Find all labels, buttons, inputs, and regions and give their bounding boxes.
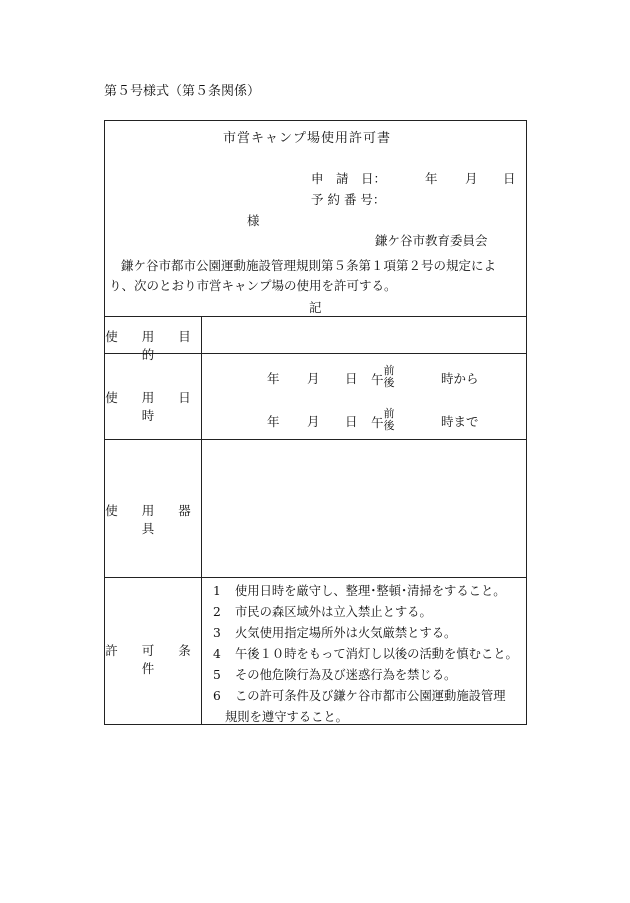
condition-text: その他危険行為及び迷惑行為を禁じる。 [235, 668, 457, 682]
column-divider [201, 316, 202, 724]
issuer: 鎌ケ谷市教育委員会 [375, 233, 488, 248]
form-id: 第５号様式（第５条関係） [104, 84, 261, 99]
start-ampm [371, 364, 395, 392]
datetime-label: 使 用 日 時 [105, 390, 201, 423]
am-option: 前 [383, 364, 395, 377]
application-day: 日 [503, 171, 516, 186]
condition-text: 午後１０時をもって消灯し以後の活動を慎むこと。 [235, 647, 518, 661]
am-pm-prefix: 午 [371, 372, 384, 388]
form-title: 市営キャンプ場使用許可書 [223, 131, 392, 146]
application-date-label: 申 請 日： [311, 171, 387, 186]
pm-option: 後 [383, 418, 395, 432]
condition-number: 1 [213, 584, 221, 598]
condition-item [213, 581, 506, 599]
reservation-number-label: 予 約 番 号： [311, 192, 386, 207]
condition-item [213, 623, 456, 641]
start-day: 日 [345, 371, 358, 386]
ki-label: 記 [309, 300, 322, 315]
body-text-line2: り、次のとおり市営キャンプ場の使用を許可する。 [109, 278, 397, 293]
am-pm-choice [384, 408, 395, 431]
condition-text: 規則を遵守すること。 [225, 710, 348, 724]
table-top-line [105, 316, 526, 317]
purpose-label: 使 用 目 的 [105, 329, 201, 362]
condition-number: 2 [213, 605, 221, 619]
condition-text: 使用日時を厳守し、整理･整頓･清掃をすること。 [235, 584, 506, 598]
end-suffix: 時まで [441, 414, 479, 429]
conditions-label: 許 可 条 件 [105, 643, 201, 676]
condition-text: この許可条件及び鎌ケ谷市都市公園運動施設管理 [235, 689, 506, 703]
application-year: 年 [425, 171, 438, 186]
am-pm-prefix: 午 [371, 415, 384, 431]
application-month: 月 [465, 171, 478, 186]
equipment-field[interactable] [205, 443, 523, 573]
condition-item-continued [225, 707, 348, 725]
condition-text: 火気使用指定場所外は火気厳禁とする。 [235, 626, 457, 640]
start-year: 年 [267, 371, 280, 386]
condition-number: 4 [213, 647, 221, 661]
am-option: 前 [383, 407, 395, 420]
equipment-label: 使 用 器 具 [105, 503, 201, 536]
condition-item [213, 644, 518, 662]
row-divider [105, 439, 526, 440]
condition-item [213, 602, 432, 620]
row-divider [105, 577, 526, 578]
condition-text: 市民の森区域外は立入禁止とする。 [235, 605, 432, 619]
start-suffix: 時から [441, 371, 479, 386]
am-pm-choice [384, 365, 395, 388]
permit-form [104, 120, 527, 725]
end-ampm [371, 407, 395, 435]
condition-item [213, 686, 506, 704]
condition-number: 6 [213, 689, 221, 703]
honorific: 様 [247, 213, 260, 228]
condition-number: 5 [213, 668, 221, 682]
condition-number: 3 [213, 626, 221, 640]
end-year: 年 [267, 414, 280, 429]
end-month: 月 [307, 414, 320, 429]
pm-option: 後 [383, 375, 395, 389]
end-day: 日 [345, 414, 358, 429]
body-text-line1: 鎌ケ谷市都市公園運動施設管理規則第５条第１項第２号の規定によ [121, 258, 497, 273]
condition-item [213, 665, 456, 683]
start-month: 月 [307, 371, 320, 386]
purpose-field[interactable] [205, 321, 523, 349]
